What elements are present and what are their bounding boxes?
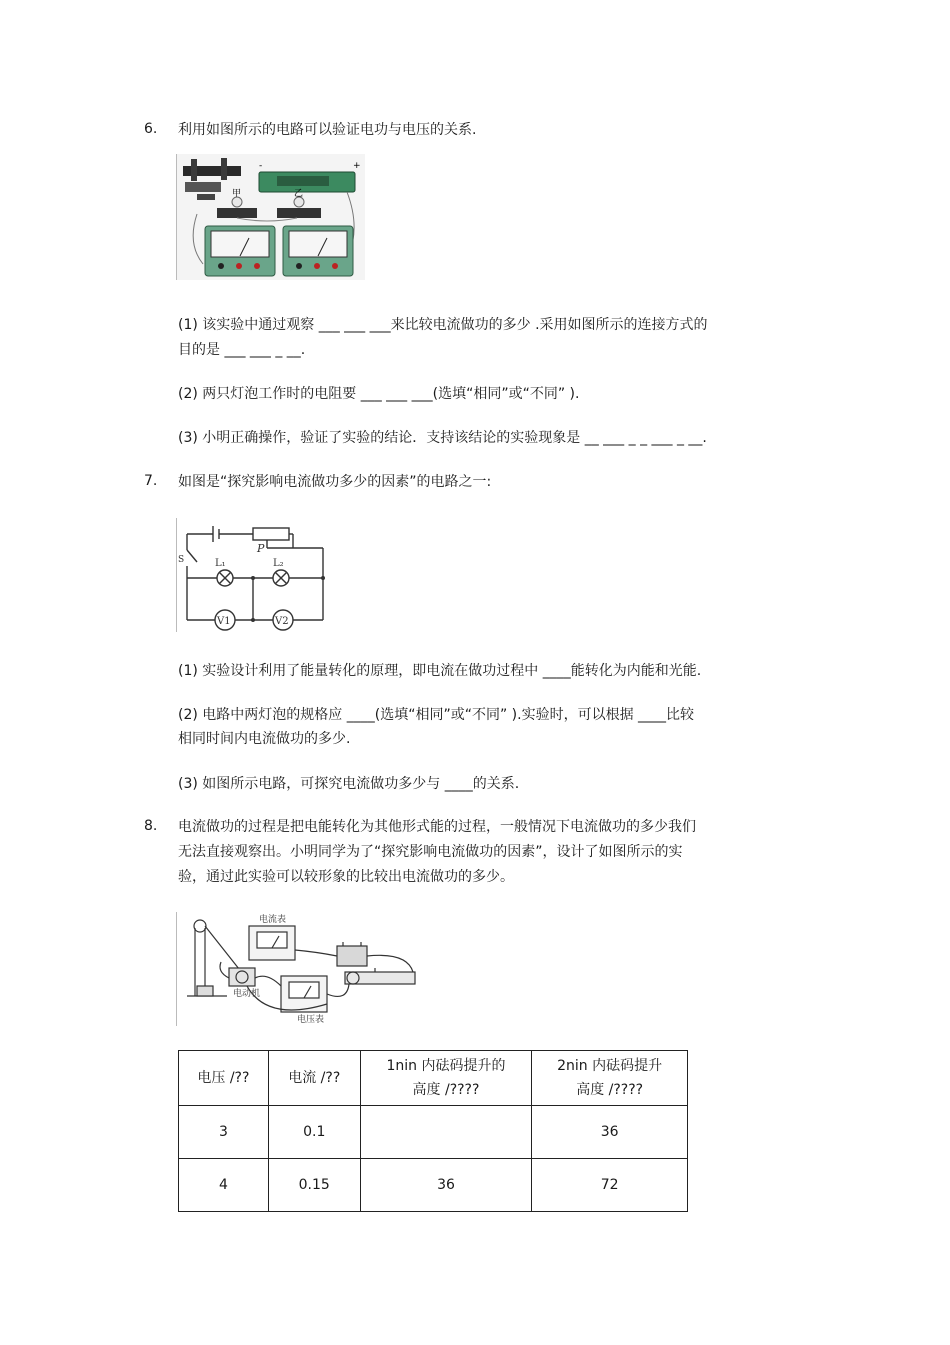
- q8-line2: 无法直接观察出。小明同学为了“探究影响电流做功的因素”，设计了如图所示的实: [178, 844, 683, 860]
- q8-line3: 验，通过此实验可以较形象的比较出电流做功的多少。: [178, 869, 514, 885]
- table-cell: 4: [179, 1159, 269, 1212]
- table-cell: [360, 1106, 532, 1159]
- q7-part3: (3) 如图所示电路，可探究电流做功多少与 ____的关系.: [178, 776, 520, 792]
- question-7-title: 如图是“探究影响电流做功多少的因素”的电路之一:: [178, 474, 492, 490]
- table-row: [179, 1106, 688, 1159]
- table-row: [179, 1159, 688, 1212]
- svg-text:+: +: [353, 161, 361, 171]
- table-header-row: [179, 1051, 688, 1106]
- q8-voltmeter-label: 电压表: [297, 1015, 325, 1025]
- q7-lamp2-label: L₂: [273, 558, 284, 569]
- table-cell: 3: [179, 1106, 269, 1159]
- header-height-2min: 2nin 内砝码提升 高度 /????: [532, 1051, 688, 1106]
- q7-slider-label: P: [257, 542, 265, 555]
- q8-data-table: [178, 1050, 688, 1212]
- q8-motor-label: 电动机: [233, 989, 261, 999]
- q7-lamp1-label: L₁: [215, 558, 226, 569]
- question-8-number: 8.: [144, 818, 158, 834]
- table-cell: 36: [532, 1106, 688, 1159]
- header-height-1min: 1nin 内砝码提升的 高度 /????: [360, 1051, 532, 1106]
- question-7-number: 7.: [144, 473, 158, 489]
- q6-part1-line2: 目的是 ___ ___ _ __.: [178, 342, 306, 358]
- q7-part2-line2: 相同时间内电流做功的多少.: [178, 731, 351, 747]
- question-6-number: 6.: [144, 121, 158, 137]
- q6-part3: (3) 小明正确操作，验证了实验的结论．支持该结论的实验现象是 __ ___ _ _ ___ _ __.: [178, 430, 707, 446]
- table-cell: 0.1: [268, 1106, 360, 1159]
- header-voltage: 电压 /??: [179, 1051, 269, 1106]
- q7-v1-label: V1: [217, 616, 231, 627]
- q6-part2: (2) 两只灯泡工作时的电阻要 ___ ___ ___(选填“相同”或“不同” ).: [178, 386, 580, 402]
- table-cell: 36: [360, 1159, 532, 1212]
- lamp-label-yi: 乙: [294, 189, 304, 199]
- q7-part2-line1: (2) 电路中两灯泡的规格应 ____(选填“相同”或“不同” ).实验时，可以根据 ____比较: [178, 707, 695, 723]
- q7-circuit-diagram: [176, 518, 327, 632]
- q6-circuit-photo: [176, 154, 365, 280]
- table-cell: 0.15: [268, 1159, 360, 1212]
- q6-part1-line1: (1) 该实验中通过观察 ___ ___ ___来比较电流做功的多少 .采用如图所示的连接方式的: [178, 317, 708, 333]
- table-cell: 72: [532, 1159, 688, 1212]
- q8-ammeter-label: 电流表: [259, 915, 287, 925]
- lamp-label-jia: 甲: [232, 189, 242, 199]
- q8-apparatus-figure: [176, 912, 449, 1026]
- q8-line1: 电流做功的过程是把电能转化为其他形式能的过程，一般情况下电流做功的多少我们: [178, 819, 696, 835]
- q7-part1: (1) 实验设计利用了能量转化的原理，即电流在做功过程中 ____能转化为内能和光能.: [178, 663, 702, 679]
- q7-switch-label: S: [178, 555, 185, 565]
- header-current: 电流 /??: [268, 1051, 360, 1106]
- q7-v2-label: V2: [275, 616, 289, 627]
- svg-text:-: -: [259, 161, 263, 171]
- question-6-title: 利用如图所示的电路可以验证电功与电压的关系.: [178, 122, 477, 138]
